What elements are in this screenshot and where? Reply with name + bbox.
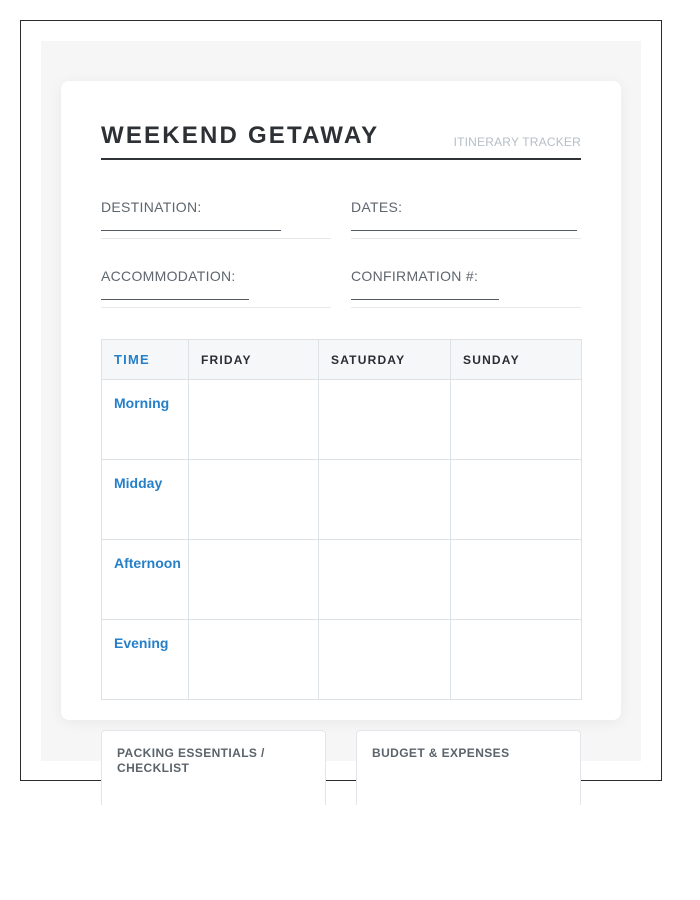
cell-sunday-evening[interactable]: [451, 620, 582, 700]
cell-friday-evening[interactable]: [189, 620, 319, 700]
accommodation-label: ACCOMMODATION:: [101, 268, 236, 284]
page-subtitle: ITINERARY TRACKER: [453, 135, 581, 149]
time-slot-midday: Midday: [102, 460, 189, 540]
cell-sunday-afternoon[interactable]: [451, 540, 582, 620]
destination-field[interactable]: [101, 199, 331, 239]
cell-friday-morning[interactable]: [189, 380, 319, 460]
table-row: [102, 540, 582, 620]
cell-sunday-midday[interactable]: [451, 460, 582, 540]
time-slot-morning: Morning: [102, 380, 189, 460]
time-slot-afternoon: Afternoon: [102, 540, 189, 620]
budget-expenses-title: BUDGET & EXPENSES: [372, 746, 510, 760]
table-row: [102, 620, 582, 700]
cell-friday-afternoon[interactable]: [189, 540, 319, 620]
packing-checklist-box[interactable]: [101, 730, 326, 805]
cell-sunday-morning[interactable]: [451, 380, 582, 460]
confirmation-label: CONFIRMATION #:: [351, 268, 479, 284]
column-header-sunday: SUNDAY: [451, 340, 582, 380]
schedule-header-row: [102, 340, 582, 380]
packing-checklist-title: PACKING ESSENTIALS / CHECKLIST: [117, 746, 265, 775]
table-row: [102, 460, 582, 540]
itinerary-header: [101, 118, 581, 160]
dates-label: DATES:: [351, 199, 403, 215]
accommodation-field[interactable]: [101, 268, 331, 308]
confirmation-write-line[interactable]: [351, 299, 499, 300]
destination-write-line[interactable]: [101, 230, 281, 231]
destination-label: DESTINATION:: [101, 199, 202, 215]
table-row: [102, 380, 582, 460]
cell-saturday-morning[interactable]: [319, 380, 451, 460]
schedule-table: [101, 339, 582, 700]
cell-friday-midday[interactable]: [189, 460, 319, 540]
column-header-friday: FRIDAY: [189, 340, 319, 380]
page-title: WEEKEND GETAWAY: [101, 122, 380, 149]
cell-saturday-midday[interactable]: [319, 460, 451, 540]
budget-expenses-box[interactable]: [356, 730, 581, 805]
accommodation-write-line[interactable]: [101, 299, 249, 300]
cell-saturday-afternoon[interactable]: [319, 540, 451, 620]
time-slot-evening: Evening: [102, 620, 189, 700]
confirmation-field[interactable]: [351, 268, 581, 308]
column-header-saturday: SATURDAY: [319, 340, 451, 380]
column-header-time: TIME: [102, 340, 189, 380]
dates-field[interactable]: [351, 199, 581, 239]
dates-write-line[interactable]: [351, 230, 577, 231]
cell-saturday-evening[interactable]: [319, 620, 451, 700]
